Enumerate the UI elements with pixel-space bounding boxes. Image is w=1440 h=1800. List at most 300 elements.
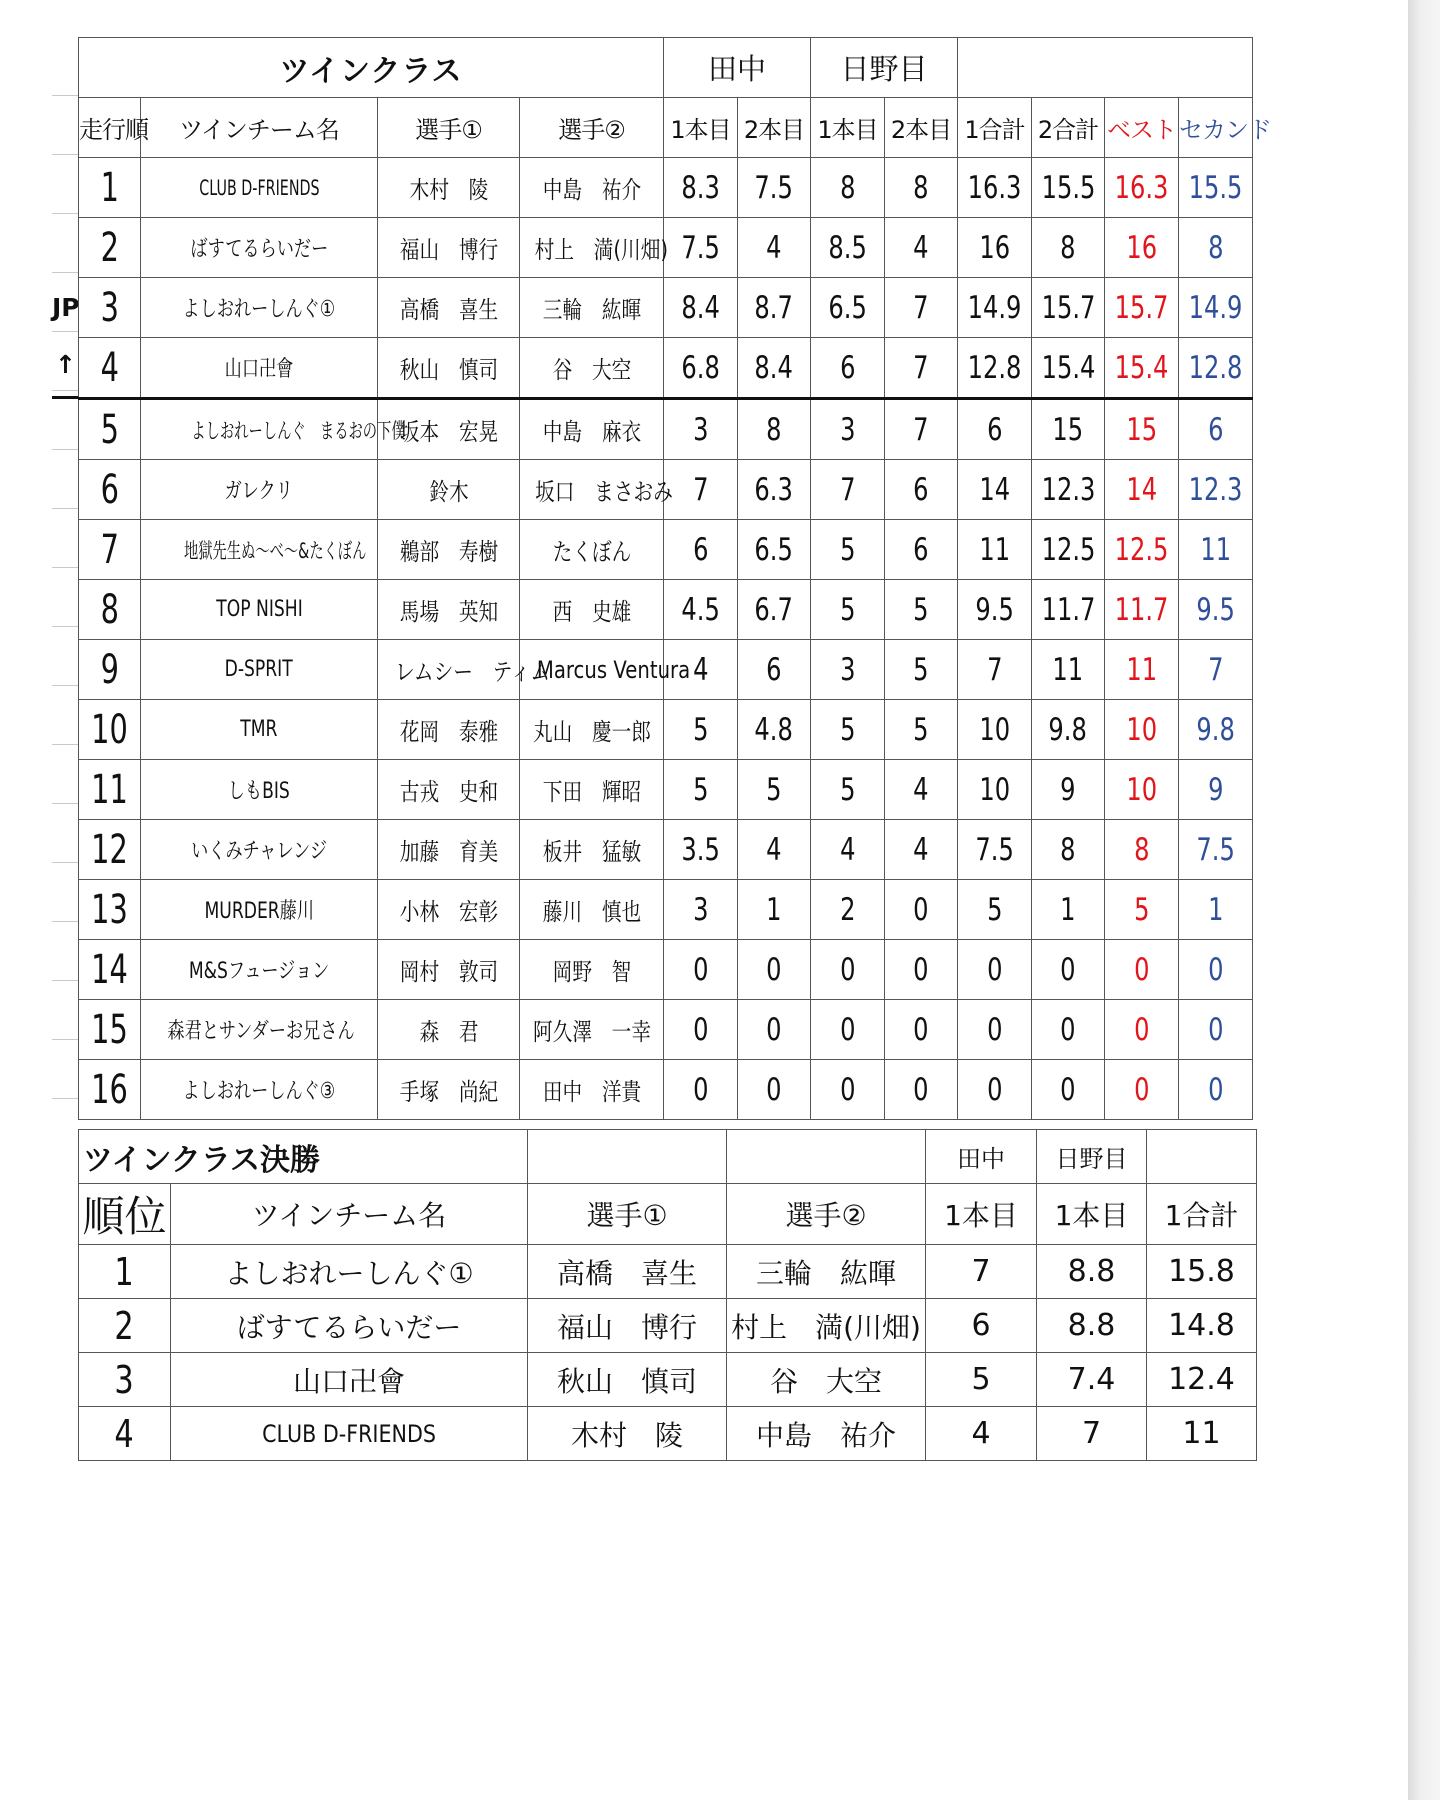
player2-name-text: 中島 祐介 xyxy=(542,176,641,204)
run-order xyxy=(79,460,141,520)
total2-score-text: 8 xyxy=(1060,229,1076,266)
run-order xyxy=(79,760,141,820)
j1-run2-score-text: 6.7 xyxy=(754,591,794,628)
j1-run1-score-text: 6 xyxy=(692,531,709,568)
j1-run2-score-text: 6 xyxy=(766,651,782,688)
total1-score-text: 12.8 xyxy=(967,349,1022,386)
header-best: ベスト xyxy=(1105,98,1179,158)
j1-run1-score-text: 8.3 xyxy=(681,169,720,206)
total2-score xyxy=(1032,880,1105,940)
j2-run2-score xyxy=(885,700,958,760)
final-rank-text: 1 xyxy=(114,1249,135,1294)
team-name-text: よしおれーしんぐ③ xyxy=(182,1079,336,1104)
player1-name xyxy=(378,1060,520,1120)
final-player1-name xyxy=(528,1407,727,1461)
j1-run2-score xyxy=(738,520,811,580)
team-name-text: しもBIS xyxy=(227,779,291,804)
best-score xyxy=(1105,460,1179,520)
final-j2-run1-score-text: 7 xyxy=(1081,1416,1102,1451)
final-title: ツインクラス決勝 xyxy=(79,1130,528,1184)
twin-final-table xyxy=(78,1129,1257,1461)
best-score xyxy=(1105,520,1179,580)
final-total-score xyxy=(1147,1245,1257,1299)
table-row xyxy=(79,760,1253,820)
j2-run2-score-text: 4 xyxy=(913,229,929,266)
j2-run1-score xyxy=(811,940,885,1000)
j1-run1-score-text: 4.5 xyxy=(681,591,720,628)
second-score xyxy=(1179,278,1253,338)
team-name xyxy=(141,218,378,278)
j1-run2-score xyxy=(738,338,811,399)
total2-score-text: 15.5 xyxy=(1041,169,1095,206)
second-score xyxy=(1179,640,1253,700)
final-rank-text: 2 xyxy=(114,1303,135,1348)
j1-run2-score xyxy=(738,218,811,278)
j2-run1-score-text: 6.5 xyxy=(828,289,867,326)
player1-name-text: 岡村 敦司 xyxy=(399,958,498,986)
jp-mark: JP xyxy=(52,293,80,322)
team-name-text: よしおれーしんぐ まるおの下僕 xyxy=(191,418,406,443)
run-order-text: 7 xyxy=(100,526,119,573)
final-player2-name xyxy=(727,1407,926,1461)
best-score xyxy=(1105,700,1179,760)
total1-score xyxy=(958,278,1032,338)
final-player2-name xyxy=(727,1245,926,1299)
final-player1-name-text: 秋山 慎司 xyxy=(556,1364,697,1398)
run-order xyxy=(79,520,141,580)
row-stub xyxy=(52,1040,78,1099)
best-score xyxy=(1105,640,1179,700)
second-score xyxy=(1179,520,1253,580)
team-name-text: 森君とサンダーお兄さん xyxy=(167,1019,355,1044)
table-row xyxy=(79,1000,1253,1060)
run-order xyxy=(79,158,141,218)
run-order-text: 12 xyxy=(91,826,128,873)
player2-name xyxy=(520,640,691,700)
final-title-blank xyxy=(1147,1130,1257,1184)
total1-score xyxy=(958,700,1032,760)
j2-run2-score xyxy=(885,940,958,1000)
run-order-text: 11 xyxy=(91,766,128,813)
second-score-text: 11 xyxy=(1200,531,1231,568)
player1-name-text: 馬場 英知 xyxy=(399,598,498,626)
team-name xyxy=(141,880,378,940)
run-order xyxy=(79,580,141,640)
total1-score xyxy=(958,460,1032,520)
j1-run1-score-text: 3.5 xyxy=(681,831,720,868)
final-header-team: ツインチーム名 xyxy=(171,1184,528,1245)
team-name-text: TMR xyxy=(240,717,278,742)
j1-run2-score-text: 4 xyxy=(766,229,782,266)
final-j1-run1-score-text: 6 xyxy=(971,1308,991,1343)
j1-run1-score xyxy=(664,880,738,940)
j1-run1-score-text: 8.4 xyxy=(681,289,720,326)
total1-score xyxy=(958,1000,1032,1060)
j1-run1-score xyxy=(664,1000,738,1060)
player2-name-text: 村上 満(川畑) xyxy=(534,236,669,264)
row-stub xyxy=(52,922,78,981)
j1-run2-score xyxy=(738,820,811,880)
best-score xyxy=(1105,1000,1179,1060)
run-order-text: 15 xyxy=(91,1006,128,1053)
total2-score xyxy=(1032,940,1105,1000)
player1-name xyxy=(378,940,520,1000)
run-order xyxy=(79,1060,141,1120)
final-header-player1: 選手① xyxy=(528,1184,727,1245)
j1-run1-score-text: 7 xyxy=(692,471,709,508)
best-score-text: 16 xyxy=(1126,229,1157,266)
run-order xyxy=(79,338,141,399)
player1-name-text: 古戎 史和 xyxy=(399,778,498,806)
team-name xyxy=(141,820,378,880)
total2-score-text: 0 xyxy=(1060,1071,1076,1108)
final-header-rank: 順位 xyxy=(79,1184,171,1245)
team-name xyxy=(141,760,378,820)
j2-run1-score xyxy=(811,1000,885,1060)
final-header-j2-run1: 1本目 xyxy=(1037,1184,1147,1245)
second-score-text: 7.5 xyxy=(1196,831,1235,868)
table-row xyxy=(79,158,1253,218)
table-row xyxy=(79,820,1253,880)
final-j1-run1-score xyxy=(926,1245,1037,1299)
second-score-text: 0 xyxy=(1207,1071,1224,1108)
j1-run1-score xyxy=(664,700,738,760)
run-order xyxy=(79,640,141,700)
final-judge1-header: 田中 xyxy=(926,1130,1037,1184)
row-stub xyxy=(52,155,78,214)
second-score-text: 6 xyxy=(1207,411,1224,448)
jp-divider-line xyxy=(52,396,78,399)
judge2-header: 日野目 xyxy=(811,38,958,98)
j2-run1-score xyxy=(811,218,885,278)
j1-run2-score xyxy=(738,1060,811,1120)
header-total1: 1合計 xyxy=(958,98,1032,158)
second-score xyxy=(1179,338,1253,399)
j2-run1-score xyxy=(811,278,885,338)
twin-class-header-row xyxy=(79,98,1253,158)
final-player1-name xyxy=(528,1353,727,1407)
run-order-text: 13 xyxy=(91,886,128,933)
table-row xyxy=(79,580,1253,640)
header-second: セカンド xyxy=(1179,98,1253,158)
final-rank xyxy=(79,1407,171,1461)
final-title-blank xyxy=(528,1130,727,1184)
final-team-name xyxy=(171,1245,528,1299)
table-row xyxy=(79,278,1253,338)
player1-name-text: 福山 博行 xyxy=(399,236,498,264)
final-judge2-header: 日野目 xyxy=(1037,1130,1147,1184)
best-score-text: 8 xyxy=(1133,831,1150,868)
table-row xyxy=(79,1060,1253,1120)
j2-run1-score xyxy=(811,158,885,218)
j2-run2-score xyxy=(885,278,958,338)
j2-run1-score-text: 5 xyxy=(839,591,856,628)
row-stub-column xyxy=(52,37,78,1099)
title-blank-cell xyxy=(958,38,1253,98)
final-total-score-text: 15.8 xyxy=(1168,1254,1235,1289)
final-player2-name-text: 三輪 紘暉 xyxy=(755,1256,896,1290)
run-order-text: 1 xyxy=(100,164,119,211)
second-score-text: 9.5 xyxy=(1196,591,1235,628)
player1-name-text: 森 君 xyxy=(418,1018,479,1046)
player1-name-text: 鈴木 xyxy=(428,478,469,506)
j1-run1-score xyxy=(664,940,738,1000)
final-total-score-text: 11 xyxy=(1182,1416,1221,1451)
j1-run1-score-text: 0 xyxy=(692,1011,709,1048)
player1-name-text: 小林 宏彰 xyxy=(399,898,498,926)
j2-run2-score-text: 6 xyxy=(913,531,929,568)
final-j2-run1-score-text: 8.8 xyxy=(1067,1308,1116,1343)
final-header-total: 1合計 xyxy=(1147,1184,1257,1245)
best-score-text: 14 xyxy=(1126,471,1157,508)
j1-run2-score xyxy=(738,278,811,338)
second-score xyxy=(1179,940,1253,1000)
final-team-name xyxy=(171,1407,528,1461)
final-team-name xyxy=(171,1353,528,1407)
final-j2-run1-score xyxy=(1037,1353,1147,1407)
j2-run2-score-text: 0 xyxy=(913,951,929,988)
j1-run2-score-text: 8.7 xyxy=(754,289,794,326)
j1-run2-score-text: 4 xyxy=(766,831,782,868)
best-score-text: 5 xyxy=(1133,891,1150,928)
total2-score xyxy=(1032,218,1105,278)
total1-score-text: 0 xyxy=(986,1071,1003,1108)
second-score xyxy=(1179,1000,1253,1060)
j2-run2-score-text: 0 xyxy=(913,1011,929,1048)
j2-run2-score xyxy=(885,460,958,520)
j1-run2-score xyxy=(738,880,811,940)
header-j2-run2: 2本目 xyxy=(885,98,958,158)
j2-run2-score xyxy=(885,520,958,580)
final-rank-text: 3 xyxy=(114,1357,135,1402)
j2-run1-score-text: 0 xyxy=(839,1011,856,1048)
total1-score-text: 14 xyxy=(979,471,1010,508)
second-score xyxy=(1179,218,1253,278)
j2-run2-score xyxy=(885,760,958,820)
j1-run1-score xyxy=(664,1060,738,1120)
total1-score xyxy=(958,1060,1032,1120)
final-j1-run1-score xyxy=(926,1407,1037,1461)
best-score xyxy=(1105,580,1179,640)
j1-run2-score xyxy=(738,1000,811,1060)
final-player2-name-text: 中島 祐介 xyxy=(755,1418,896,1452)
j2-run2-score-text: 7 xyxy=(913,411,929,448)
total1-score xyxy=(958,880,1032,940)
total1-score-text: 5 xyxy=(986,891,1003,928)
player1-name-text: 木村 陵 xyxy=(409,176,488,204)
total2-score-text: 1 xyxy=(1060,891,1076,928)
second-score xyxy=(1179,1060,1253,1120)
j1-run2-score xyxy=(738,940,811,1000)
team-name-text: 山口卍會 xyxy=(224,357,294,382)
final-j1-run1-score-text: 5 xyxy=(971,1362,991,1397)
player2-name xyxy=(520,338,664,399)
total2-score xyxy=(1032,1060,1105,1120)
player1-name xyxy=(378,1000,520,1060)
j1-run2-score xyxy=(738,760,811,820)
total2-score xyxy=(1032,338,1105,399)
best-score xyxy=(1105,338,1179,399)
total2-score xyxy=(1032,278,1105,338)
twin-class-table xyxy=(78,37,1272,1120)
j1-run1-score-text: 3 xyxy=(692,891,709,928)
second-score xyxy=(1179,700,1253,760)
j2-run1-score xyxy=(811,700,885,760)
final-header-row xyxy=(79,1184,1257,1245)
j1-run1-score-text: 5 xyxy=(692,771,709,808)
run-order-text: 3 xyxy=(100,284,119,331)
j2-run1-score xyxy=(811,520,885,580)
player2-name-text: 中島 麻衣 xyxy=(542,418,641,446)
run-order xyxy=(79,218,141,278)
total1-score xyxy=(958,640,1032,700)
j2-run2-score-text: 0 xyxy=(913,891,929,928)
j1-run2-score-text: 8.4 xyxy=(754,349,794,386)
player2-name xyxy=(520,880,664,940)
header-j1-run2: 2本目 xyxy=(738,98,811,158)
run-order xyxy=(79,880,141,940)
final-title-blank xyxy=(727,1130,926,1184)
team-name xyxy=(141,338,378,399)
row-stub xyxy=(52,391,78,450)
j2-run2-score xyxy=(885,580,958,640)
j1-run2-score xyxy=(738,158,811,218)
j2-run1-score xyxy=(811,820,885,880)
best-score-text: 10 xyxy=(1126,711,1157,748)
final-j1-run1-score-text: 4 xyxy=(971,1416,991,1451)
best-score-text: 15.7 xyxy=(1114,289,1169,326)
total2-score-text: 11 xyxy=(1052,651,1084,688)
final-player2-name xyxy=(727,1353,926,1407)
player1-name-text: 高橋 喜生 xyxy=(399,296,498,324)
run-order-text: 2 xyxy=(100,224,119,271)
final-total-score-text: 14.8 xyxy=(1168,1308,1235,1343)
j1-run1-score xyxy=(664,399,738,460)
j2-run2-score xyxy=(885,820,958,880)
second-score-text: 0 xyxy=(1207,1011,1224,1048)
total2-score xyxy=(1032,700,1105,760)
total2-score xyxy=(1032,520,1105,580)
second-score xyxy=(1179,399,1253,460)
second-score-text: 14.9 xyxy=(1188,289,1243,326)
player2-name xyxy=(520,460,673,520)
j2-run2-score-text: 5 xyxy=(913,711,929,748)
twin-class-title: ツインクラス xyxy=(79,38,664,98)
team-name-text: いくみチャレンジ xyxy=(191,839,327,864)
run-order-text: 5 xyxy=(100,406,119,453)
final-player2-name-text: 村上 満(川畑) xyxy=(731,1310,921,1344)
player2-name xyxy=(520,820,664,880)
player1-name xyxy=(378,218,520,278)
table-row xyxy=(79,520,1253,580)
final-player1-name-text: 木村 陵 xyxy=(570,1418,683,1452)
j2-run1-score xyxy=(811,338,885,399)
total2-score-text: 0 xyxy=(1060,1011,1076,1048)
j1-run2-score xyxy=(738,640,811,700)
j1-run2-score-text: 4.8 xyxy=(754,711,794,748)
total1-score xyxy=(958,580,1032,640)
page-edge-shadow xyxy=(1408,0,1440,1800)
j2-run2-score xyxy=(885,338,958,399)
j1-run1-score xyxy=(664,278,738,338)
best-score xyxy=(1105,760,1179,820)
run-order xyxy=(79,1000,141,1060)
player1-name-text: レムシー ティム xyxy=(395,658,551,686)
player1-name xyxy=(378,640,551,700)
row-stub xyxy=(52,568,78,627)
row-stub xyxy=(52,804,78,863)
row-stub xyxy=(52,686,78,745)
j2-run1-score-text: 3 xyxy=(839,411,856,448)
final-row xyxy=(79,1407,1257,1461)
twin-class-title-row xyxy=(79,38,1253,98)
player1-name-text: 手塚 尚紀 xyxy=(399,1078,498,1106)
final-player2-name-text: 谷 大空 xyxy=(769,1364,882,1398)
total1-score xyxy=(958,399,1032,460)
best-score-text: 10 xyxy=(1126,771,1157,808)
j1-run2-score-text: 0 xyxy=(766,1071,782,1108)
jp-arrow-icon: ↑ xyxy=(55,350,76,379)
j2-run2-score xyxy=(885,880,958,940)
player1-name xyxy=(378,820,520,880)
player1-name-text: 加藤 育美 xyxy=(399,838,498,866)
j2-run1-score-text: 8.5 xyxy=(828,229,867,266)
player1-name-text: 秋山 慎司 xyxy=(399,356,498,384)
row-stub xyxy=(52,509,78,568)
j1-run1-score-text: 3 xyxy=(692,411,709,448)
second-score-text: 12.8 xyxy=(1188,349,1243,386)
run-order-text: 4 xyxy=(100,344,119,391)
total1-score-text: 9.5 xyxy=(975,591,1014,628)
total1-score xyxy=(958,218,1032,278)
team-name xyxy=(141,580,378,640)
second-score-text: 15.5 xyxy=(1188,169,1243,206)
player2-name xyxy=(520,700,664,760)
final-title-row xyxy=(79,1130,1257,1184)
j2-run1-score-text: 5 xyxy=(839,711,856,748)
player1-name xyxy=(378,700,520,760)
j2-run2-score xyxy=(885,1060,958,1120)
j2-run1-score xyxy=(811,580,885,640)
run-order xyxy=(79,700,141,760)
header-player1: 選手① xyxy=(378,98,520,158)
second-score xyxy=(1179,460,1253,520)
table-row xyxy=(79,940,1253,1000)
best-score xyxy=(1105,940,1179,1000)
player2-name-text: 西 史雄 xyxy=(552,598,631,626)
total1-score-text: 14.9 xyxy=(967,289,1022,326)
judge1-header: 田中 xyxy=(664,38,811,98)
player2-name-text: 下田 輝昭 xyxy=(542,778,641,806)
j2-run1-score xyxy=(811,399,885,460)
final-j2-run1-score-text: 8.8 xyxy=(1067,1254,1116,1289)
final-player1-name xyxy=(528,1245,727,1299)
total2-score-text: 12.5 xyxy=(1041,531,1095,568)
total1-score-text: 6 xyxy=(986,411,1003,448)
run-order-text: 6 xyxy=(100,466,119,513)
player2-name-text: 谷 大空 xyxy=(552,356,631,384)
team-name-text: MURDER藤川 xyxy=(204,899,314,924)
team-name xyxy=(141,158,378,218)
final-j1-run1-score xyxy=(926,1353,1037,1407)
team-name xyxy=(141,1000,378,1060)
player2-name-text: Marcus Ventura xyxy=(536,655,691,684)
final-player2-name xyxy=(727,1299,926,1353)
total1-score-text: 0 xyxy=(986,951,1003,988)
j1-run1-score xyxy=(664,820,738,880)
total1-score xyxy=(958,338,1032,399)
team-name xyxy=(141,520,378,580)
